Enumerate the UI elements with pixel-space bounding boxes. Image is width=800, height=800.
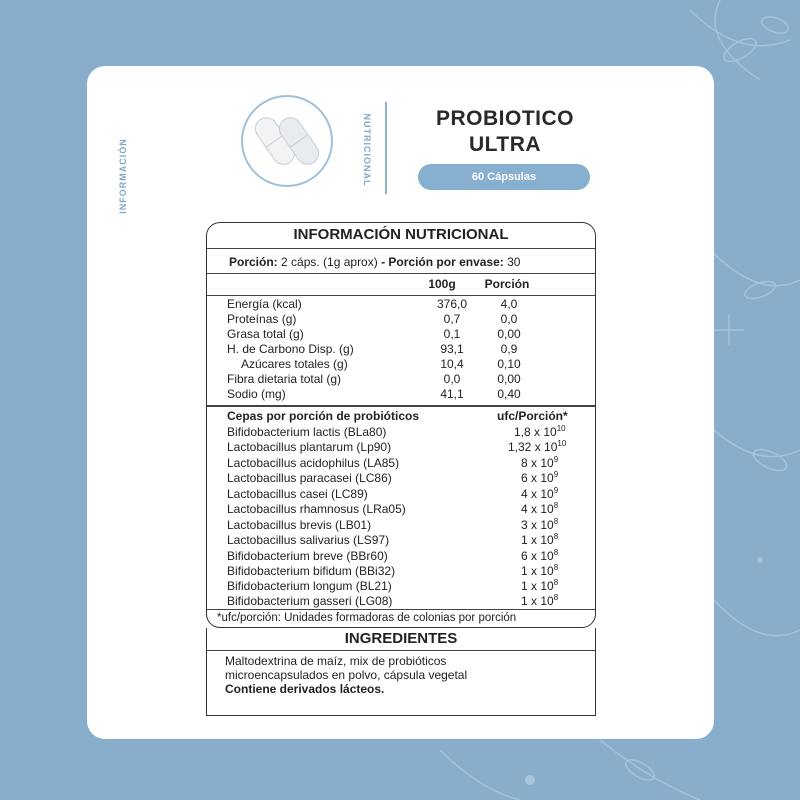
ingredients-panel (206, 628, 596, 716)
ufc-base: 1 x 10 (521, 564, 554, 578)
header-divider (385, 102, 387, 194)
nutrient-portion: 0,40 (497, 387, 521, 401)
nutrient-portion: 0,00 (497, 327, 521, 341)
portion-label: Porción: (229, 255, 278, 269)
title-line-2: ULTRA (468, 133, 542, 156)
nutrient-100g: 0,0 (443, 372, 461, 386)
strain-ufc (521, 502, 558, 516)
ufc-base: 1,8 x 10 (514, 425, 557, 439)
ufc-exponent: 9 (553, 455, 559, 464)
per-pack-value: 30 (507, 255, 521, 269)
ingredients-text (225, 654, 467, 696)
footnote: *ufc/porción: Unidades formadoras de colonias por porción (217, 612, 517, 624)
vertical-label-left: INFORMACIÓN (118, 138, 128, 214)
nutrient-label: Grasa total (g) (227, 327, 304, 341)
col-100g: 100g (428, 277, 456, 291)
strain-ufc (521, 594, 558, 608)
strain-ufc (521, 487, 558, 501)
portion-line (229, 255, 520, 269)
nutrient-portion: 4,0 (500, 297, 518, 311)
vertical-label-right: NUTRICIONAL (362, 113, 372, 187)
ufc-base: 4 x 10 (521, 487, 554, 501)
ufc-exponent: 8 (553, 548, 559, 557)
divider (207, 248, 595, 249)
ufc-base: 1,32 x 10 (508, 440, 558, 454)
ufc-exponent: 8 (553, 501, 559, 510)
strain-ufc (521, 533, 558, 547)
ufc-exponent: 8 (553, 593, 559, 602)
nutrition-heading: INFORMACIÓN NUTRICIONAL (293, 226, 509, 243)
nutrient-portion: 0,9 (500, 342, 518, 356)
strain-name: Lactobacillus plantarum (Lp90) (227, 440, 392, 454)
ufc-base: 6 x 10 (521, 549, 554, 563)
nutrient-100g: 376,0 (436, 297, 468, 311)
strain-ufc (508, 440, 566, 454)
nutrient-100g: 41,1 (440, 387, 464, 401)
product-title (420, 106, 590, 158)
capsules-badge: 60 Cápsulas (418, 164, 590, 190)
nutrient-label: Proteínas (g) (227, 312, 297, 326)
strain-name: Bifidobacterium gasseri (LG08) (227, 594, 393, 608)
nutrient-portion: 0,00 (497, 372, 521, 386)
ingredients-line: microencapsulados en polvo, cápsula vegetal (225, 668, 468, 682)
strain-name: Bifidobacterium bifidum (BBi32) (227, 564, 396, 578)
nutrition-panel (206, 222, 596, 628)
allergen-warning: Contiene derivados lácteos. (225, 682, 385, 696)
nutrient-label: Sodio (mg) (227, 387, 286, 401)
divider (207, 273, 595, 274)
strain-ufc (521, 518, 558, 532)
strain-ufc (514, 425, 566, 439)
strain-ufc (521, 471, 558, 485)
strains-heading: Cepas por porción de probióticos (227, 409, 420, 423)
ufc-exponent: 8 (553, 532, 559, 541)
col-portion: Porción (484, 277, 530, 291)
title-line-1: PROBIOTICO (435, 107, 574, 130)
strain-name: Bifidobacterium longum (BL21) (227, 579, 392, 593)
strain-ufc (521, 564, 558, 578)
strain-ufc (521, 549, 558, 563)
strain-name: Lactobacillus casei (LC89) (227, 487, 368, 501)
strain-ufc (521, 456, 558, 470)
nutrient-label: Azúcares totales (g) (241, 357, 348, 371)
nutrient-portion: 0,0 (500, 312, 518, 326)
nutrient-label: H. de Carbono Disp. (g) (227, 342, 354, 356)
nutrient-portion: 0,10 (497, 357, 521, 371)
strain-name: Lactobacillus brevis (LB01) (227, 518, 372, 532)
ufc-base: 4 x 10 (521, 502, 554, 516)
nutrient-100g: 0,7 (443, 312, 461, 326)
nutrient-label: Energía (kcal) (227, 297, 302, 311)
ufc-exponent: 9 (553, 470, 559, 479)
divider (207, 405, 595, 407)
nutrient-100g: 10,4 (440, 357, 464, 371)
ufc-base: 8 x 10 (521, 456, 554, 470)
ufc-exponent: 8 (553, 578, 559, 587)
per-pack-label: - Porción por envase: (381, 255, 504, 269)
ingredients-line: Maltodextrina de maíz, mix de probióticos (225, 654, 447, 668)
nutrient-100g: 0,1 (443, 327, 461, 341)
ufc-exponent: 9 (553, 486, 559, 495)
ufc-base: 1 x 10 (521, 579, 554, 593)
capsules-icon (241, 95, 333, 187)
nutrient-label: Fibra dietaria total (g) (227, 372, 342, 386)
ufc-exponent: 10 (557, 439, 567, 448)
ufc-exponent: 8 (553, 563, 559, 572)
ufc-base: 6 x 10 (521, 471, 554, 485)
ufc-base: 1 x 10 (521, 533, 554, 547)
ufc-exponent: 8 (553, 517, 559, 526)
ufc-base: 3 x 10 (521, 518, 554, 532)
strain-ufc (521, 579, 558, 593)
strain-name: Lactobacillus paracasei (LC86) (227, 471, 392, 485)
strain-name: Lactobacillus rhamnosus (LRa05) (227, 502, 406, 516)
strain-name: Lactobacillus salivarius (LS97) (227, 533, 390, 547)
portion-value: 2 cáps. (1g aprox) (281, 255, 378, 269)
nutrient-100g: 93,1 (440, 342, 464, 356)
strain-name: Lactobacillus acidophilus (LA85) (227, 456, 400, 470)
divider (207, 609, 595, 610)
strain-name: Bifidobacterium breve (BBr60) (227, 549, 388, 563)
strain-name: Bifidobacterium lactis (BLa80) (227, 425, 387, 439)
ingredients-heading: INGREDIENTES (207, 628, 595, 651)
divider (207, 295, 595, 296)
ufc-exponent: 10 (556, 424, 566, 433)
ufc-base: 1 x 10 (521, 594, 554, 608)
strains-col: ufc/Porción* (497, 409, 568, 423)
